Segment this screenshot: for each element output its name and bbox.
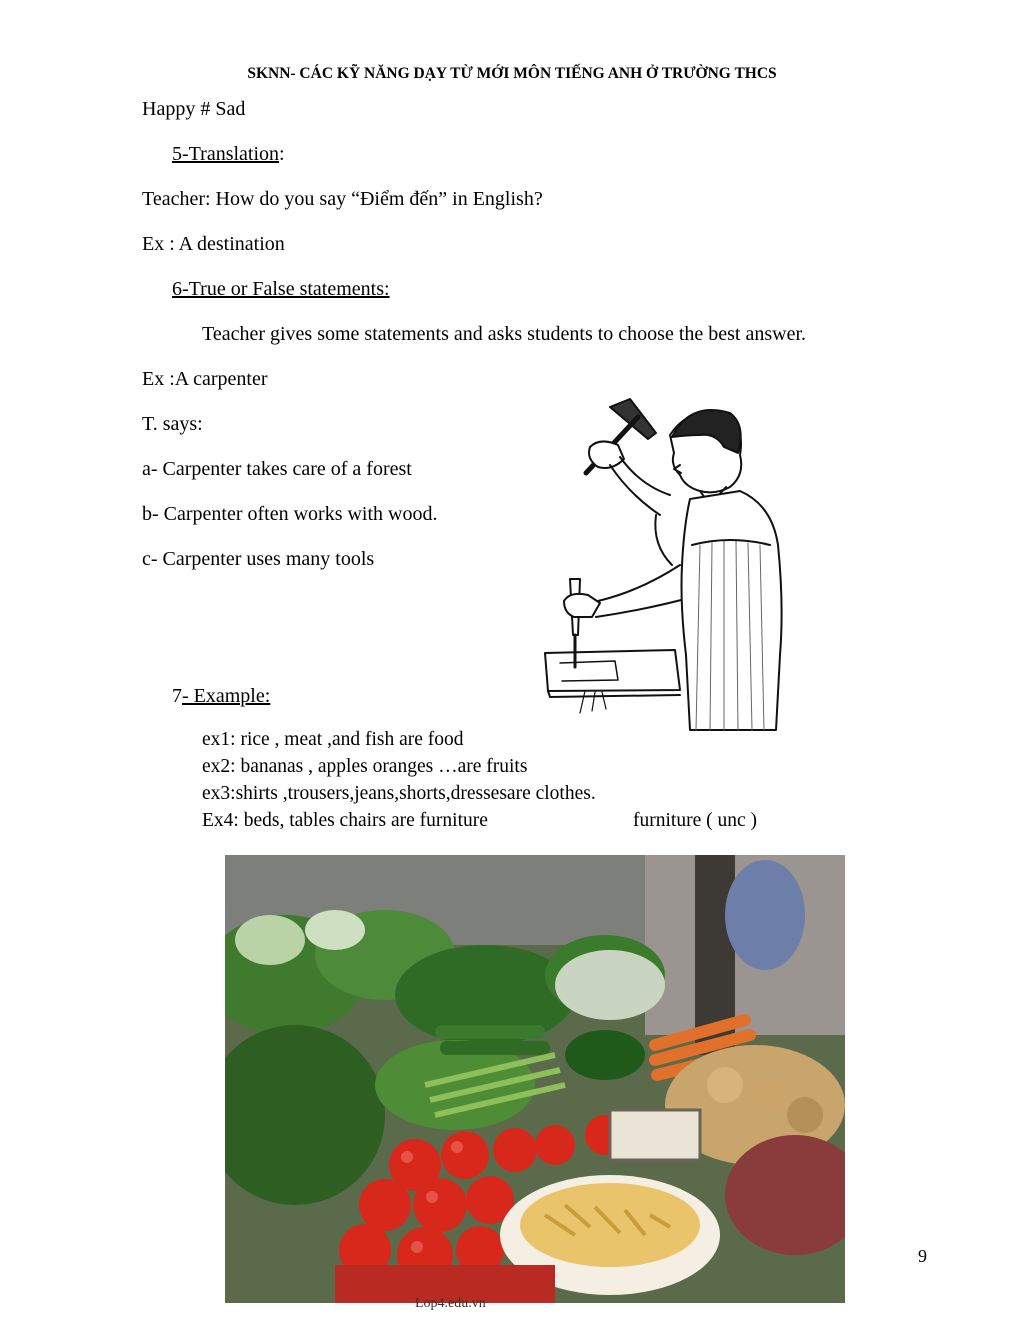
translation-heading-colon: : <box>279 143 285 165</box>
example-line-3: ex3:shirts ,trousers,jeans,shorts,dressesare clothes. <box>202 783 596 804</box>
statement-b: b- Carpenter often works with wood. <box>142 503 438 525</box>
true-false-instruction: Teacher gives some statements and asks students to choose the best answer. <box>202 323 807 345</box>
example-heading-text: - Example: <box>182 685 271 707</box>
example-line-4: Ex4: beds, tables chairs are furniture <box>202 810 488 831</box>
example-number: 7 <box>172 685 182 707</box>
page-header: SKNN- CÁC KỸ NĂNG DẠY TỪ MỚI MÔN TIẾNG ANH Ở TRƯỜNG THCS <box>247 65 777 82</box>
translation-heading <box>172 142 285 166</box>
translation-heading-text: 5-Translation <box>172 143 280 165</box>
antonym-example: Happy # Sad <box>142 98 246 120</box>
example-note: furniture ( unc ) <box>633 810 757 831</box>
translation-example: Ex : A destination <box>142 233 285 255</box>
statement-c: c- Carpenter uses many tools <box>142 548 375 570</box>
true-false-heading: 6-True or False statements: <box>172 278 390 300</box>
true-false-example: Ex :A carpenter <box>142 368 268 390</box>
carpenter-illustration <box>540 395 790 735</box>
example-heading <box>172 684 270 708</box>
footer-watermark: Lop4.edu.vn <box>415 1296 486 1311</box>
translation-teacher-question: Teacher: How do you say “Điểm đến” in English? <box>142 188 543 210</box>
page-number: 9 <box>918 1246 927 1266</box>
market-vegetables-photo <box>225 855 845 1303</box>
example-line-2: ex2: bananas , apples oranges …are fruits <box>202 756 528 777</box>
statement-a: a- Carpenter takes care of a forest <box>142 458 412 480</box>
teacher-says: T. says: <box>142 413 203 435</box>
example-line-1: ex1: rice , meat ,and fish are food <box>202 729 464 750</box>
